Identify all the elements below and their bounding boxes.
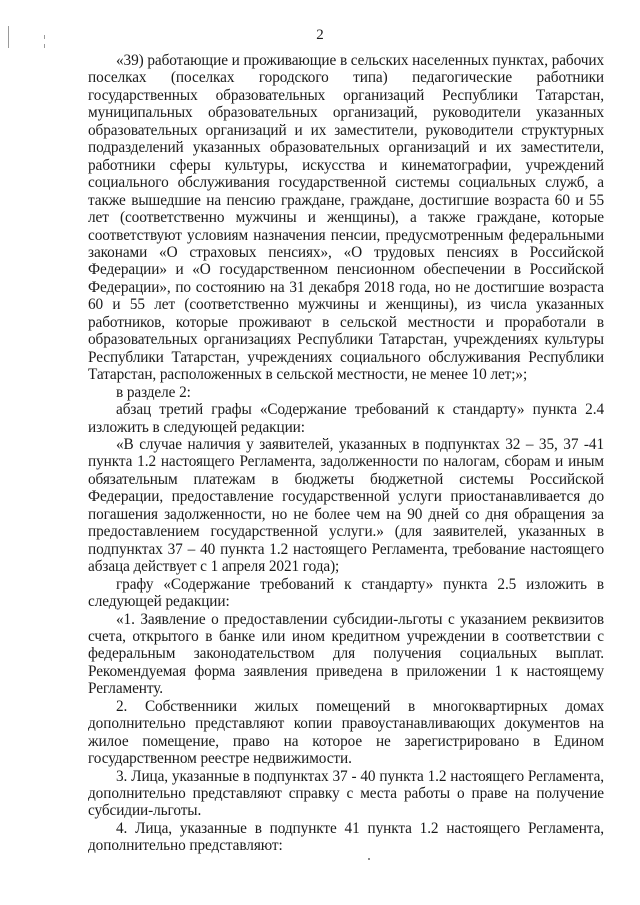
- paragraph-list-item-4: 4. Лица, указанные в подпункте 41 пункта 1.2 настоящего Регламента, дополнительно представляют:: [88, 819, 604, 855]
- paragraph-list-item-3: 3. Лица, указанные в подпунктах 37 - 40 пункта 1.2 настоящего Регламента, дополнительно представляют справку с места работы о праве на получение субсидии-льготы.: [88, 767, 604, 820]
- paragraph-point-2-4-instruction: абзац третий графы «Содержание требований к стандарту» пункта 2.4 изложить в следующей редакции:: [88, 401, 604, 436]
- page-number: 2: [316, 27, 324, 43]
- paragraph-list-item-1: «1. Заявление о предоставлении субсидии-льготы с указанием реквизитов счета, открытого в банке или ином кредитном учреждении в соответствии с федеральным законодательством для получения социальных выплат. Рекомендуемая форма заявления приведена в приложении 1 к настоящему Регламенту.: [88, 610, 604, 698]
- paragraph-item-39: «39) работающие и проживающие в сельских населенных пунктах, рабочих поселках (поселках городского типа) педагогические работники государственных образовательных организаций Республики Татарстан, муниципальных образовательных организаций, руководители указанных образовательных организаций и их заместители, руководители структурных подразделений указанных образовательных организаций и их заместители, работники сферы культуры, искусства и кинематографии, учреждений социального обслуживания государственной системы социальных служб, а также вышедшие на пенсию граждане, граждане, достигшие возраста 60 и 55 лет (соответственно мужчины и женщины), а также граждане, которые соответствуют условиям назначения пенсии, предусмотренным федеральными законами «О страховых пенсиях», «О трудовых пенсиях в Российской Федерации» и «О государственном пенсионном обеспечении в Российской Федерации», по состоянию на 31 декабря 2018 года, но не достигшие возраста 60 и 55 лет (соответственно мужчины и женщины), из числа указанных работников, которые проживают в сельской местности и проработали в образовательных организациях Республики Татарстан, учреждениях культуры Республики Татарстан, учреждениях социального обслуживания Республики Татарстан, расположенных в сельской местности, не менее 10 лет;»;: [88, 52, 604, 384]
- document-body: [88, 52, 604, 855]
- scan-speck: [368, 858, 370, 860]
- paragraph-point-2-4-text: «В случае наличия у заявителей, указанных в подпунктах 32 – 35, 37 -41 пункта 1.2 настоящего Регламента, задолженности по налогам, сборам и иным обязательным платежам в бюджеты бюджетной системы Российской Федерации, предоставление государственной услуги приостанавливается до погашения задолженности, но не более чем на 90 дней со дня обращения за предоставлением государственной услуги.» (для заявителей, указанных в подпунктах 37 – 40 пункта 1.2 настоящего Регламента, требование настоящего абзаца действует с 1 апреля 2021 года);: [88, 435, 604, 576]
- left-margin-mark: [44, 44, 45, 48]
- paragraph-list-item-2: 2. Собственники жилых помещений в многоквартирных домах дополнительно представляют копии правоустанавливающих документов на жилое помещение, право на которое не зарегистрировано в Едином государственном реестре недвижимости.: [88, 697, 604, 768]
- paragraph-section-2: в разделе 2:: [116, 383, 191, 401]
- paragraph-point-2-5-instruction: графу «Содержание требований к стандарту» пункта 2.5 изложить в следующей редакции:: [88, 575, 604, 611]
